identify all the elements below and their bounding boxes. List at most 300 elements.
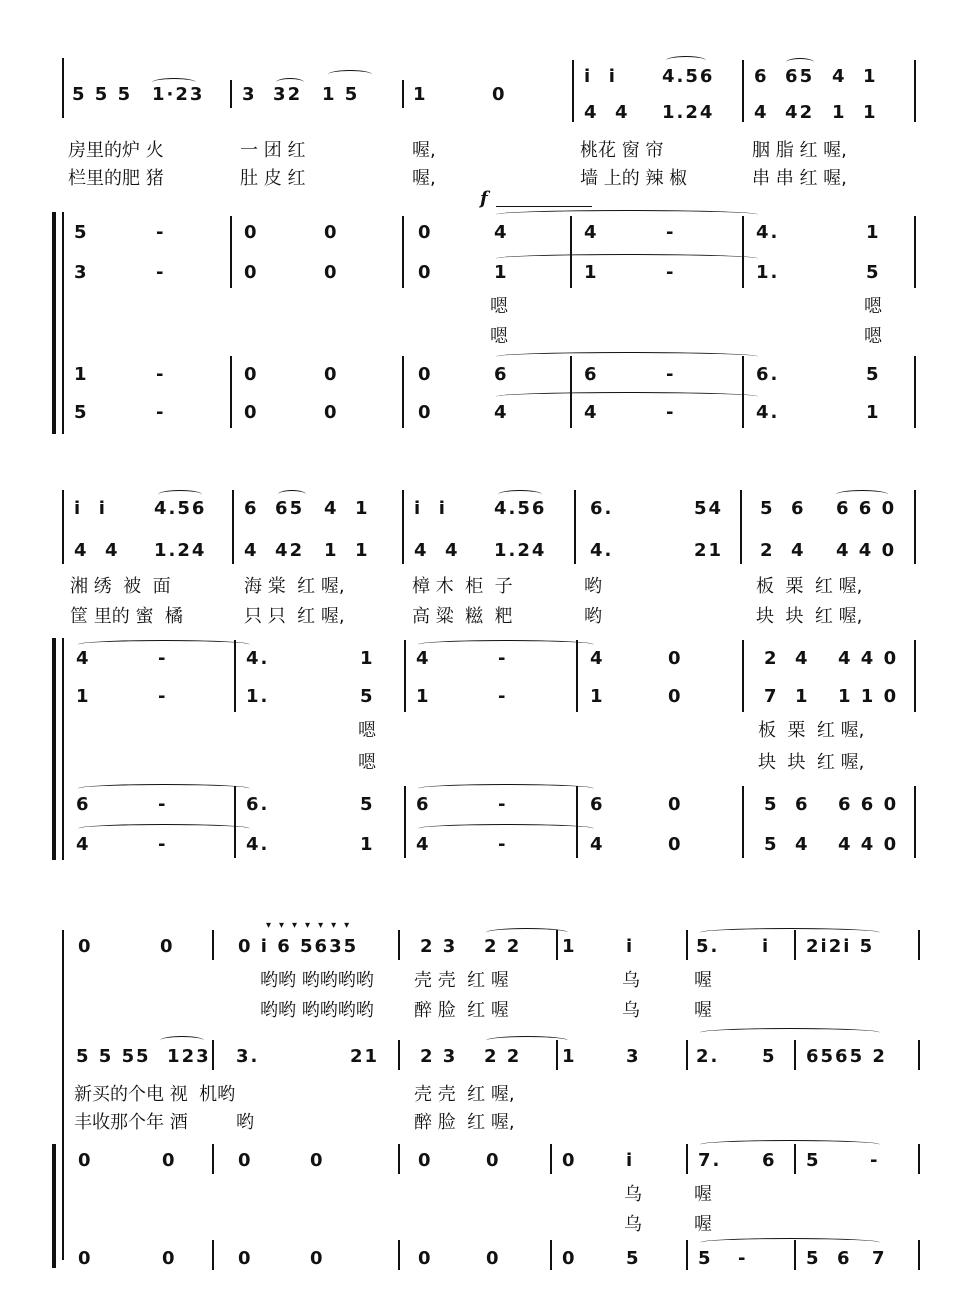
tie [496,352,758,361]
note: 1 [494,262,509,283]
note: - [156,364,166,385]
note: 0 [668,686,683,707]
lyric: 湘 绣 被 面 [70,576,171,597]
note: 4.56 [662,66,715,87]
note: - [870,1150,880,1171]
barline [576,640,578,712]
barline [794,1144,796,1174]
note: 7. [698,1150,722,1171]
note: i [626,936,635,957]
note: - [666,262,676,283]
note: 6 [590,794,605,815]
barline [574,490,576,564]
note: 4 [76,648,91,669]
barline [398,930,400,960]
note: 4 4 0 [838,834,899,855]
note: - [156,262,166,283]
note: 0 [418,1150,433,1171]
note: 1. [246,686,270,707]
note: - [666,222,676,243]
note: 4 [494,402,509,423]
note: 3. [236,1046,260,1067]
barline [550,1240,552,1270]
lyric: 喔 [694,1000,712,1021]
lyric: 喔, [412,168,436,189]
tie [78,784,250,793]
note: 5 [762,1046,777,1067]
note: 4.56 [154,498,207,519]
hum-lyrics-2 [0,748,969,778]
note: 4 4 [414,540,460,561]
slur [836,490,888,499]
note: 0 [310,1150,325,1171]
note: 6565 2 [806,1046,887,1067]
lyric: 乌 [624,1184,642,1205]
lyric: 筐 里的 蜜 橘 [70,606,183,627]
note: - [666,364,676,385]
note: 2 4 [760,540,806,561]
note: 0 [162,1248,177,1269]
note: 6 [584,364,599,385]
note: 4.56 [494,498,547,519]
note: 6. [756,364,780,385]
melody-line-b [0,102,969,136]
note: i [626,1150,635,1171]
lyric: 喔 [694,1184,712,1205]
note: 1 [360,834,375,855]
lyric: 只 只 红 喔, [244,606,345,627]
barline [794,930,796,960]
note: 5 5 5 [76,1046,137,1067]
barline [398,1040,400,1070]
lyric: 板 栗 红 喔, [758,720,865,741]
note: 5 5 5 [72,84,133,105]
note: 1 [562,1046,577,1067]
note: - [156,402,166,423]
note: 1 [584,262,599,283]
barline [232,490,234,564]
hum-lyrics-2 [0,1210,969,1240]
slur [786,58,814,67]
tie [496,254,758,263]
note: 5 [360,686,375,707]
lyric: 醉 脸 红 喔 [414,1000,509,1021]
barline [230,216,232,288]
barline [556,1040,558,1070]
barline [686,1144,688,1174]
barline [918,930,920,960]
barline [914,60,916,122]
note: 0 [244,364,259,385]
note: 4 42 [244,540,305,561]
note: 0 [78,936,93,957]
melody-line-b [0,1046,969,1080]
lyric: 块 块 红 喔, [758,752,865,773]
note: 1 [74,364,89,385]
note: i i [414,498,447,519]
note: 1 [416,686,431,707]
barline [918,1040,920,1070]
note: - [738,1248,748,1269]
note: 5 6 [764,794,810,815]
lyrics-lower-1 [0,1080,969,1110]
barline [742,640,744,712]
melody-line-b [0,540,969,574]
slur [158,490,202,499]
note: - [158,794,168,815]
note: 0 [238,1150,253,1171]
tie [496,392,758,401]
note: 4 4 [584,102,630,123]
note: 1 1 [324,540,370,561]
note: - [498,834,508,855]
barline [404,786,406,858]
accent-marks: ▾▾▾▾▾▾▾ [266,920,358,931]
voice-3 [0,794,969,828]
note: 0 [78,1150,93,1171]
slur [278,490,306,499]
barline [918,1240,920,1270]
note: 4 [590,834,605,855]
note: 6 65 [754,66,815,87]
note: 4. [756,402,780,423]
lyric: 乌 [624,1214,642,1235]
slur [700,1028,880,1037]
note: 21 [350,1046,380,1067]
note: 4 4 0 [836,540,897,561]
barline [576,786,578,858]
tie [418,640,594,649]
lyric: 房里的炉 火 [68,140,164,161]
barline [402,490,404,564]
melody-line-a [0,936,969,970]
note: 2 3 [420,936,458,957]
barline [398,1144,400,1174]
note: i i [584,66,617,87]
lyrics-verse-2 [0,602,969,632]
note: 0 [418,262,433,283]
lyric: 嗯 [490,326,508,347]
lyric: 哟 [584,606,602,627]
lyric: 哟哟 哟哟哟哟 [260,970,374,991]
note: - [498,794,508,815]
lyric: 桃花 窗 帘 [580,140,664,161]
slur [666,56,706,65]
note: 0 [486,1150,501,1171]
note: 5. [696,936,720,957]
lyrics-verse-1 [0,136,969,166]
note: 0 [418,222,433,243]
tie [78,640,250,649]
note: 2i2i 5 [806,936,875,957]
slur [160,1036,204,1045]
hum-lyrics-1 [0,1180,969,1210]
barline [234,640,236,712]
note: 0 i 6 5635 [238,936,359,957]
note: 0 [310,1248,325,1269]
note: 0 [162,1150,177,1171]
voice-2 [0,686,969,720]
note: 2 2 [484,936,522,957]
lyrics-verse-1 [0,572,969,602]
lyric: 新买的个电 视 机哟 [74,1084,236,1105]
note: 5 123 [136,1046,211,1067]
barline [402,216,404,288]
barline [742,216,744,288]
barline [918,1144,920,1174]
barline [402,356,404,428]
lyric: 胭 脂 红 喔, [752,140,847,161]
lyric: 喔, [412,140,436,161]
lyric: 块 块 红 喔, [756,606,863,627]
lyric: 高 粱 糍 粑 [412,606,513,627]
barline [212,930,214,960]
crescendo [496,206,592,209]
lyric: 喔 [694,970,712,991]
lyric: 壳 壳 红 喔, [414,1084,515,1105]
note: 3 32 [242,84,303,105]
note: 1.24 [154,540,207,561]
barline [914,640,916,712]
tie [78,824,250,833]
lyric: 海 棠 红 喔, [244,576,345,597]
note: 1 1 [832,102,878,123]
lyric: 樟 木 柜 子 [412,576,513,597]
note: 4. [246,648,270,669]
lyric: 嗯 [864,326,882,347]
note: - [158,834,168,855]
note: 0 [244,262,259,283]
note: 0 [324,222,339,243]
note: 0 [668,648,683,669]
note: 0 [324,402,339,423]
note: 6 [76,794,91,815]
slur [498,490,542,499]
note: 0 [486,1248,501,1269]
voice-1 [0,222,969,256]
note: 0 [492,84,507,105]
note: 0 [244,402,259,423]
barline [794,1040,796,1070]
lyric: 嗯 [864,296,882,317]
tie [700,1238,880,1247]
note: 1 [413,84,428,105]
barline [570,216,572,288]
note: 0 [418,402,433,423]
barline [686,1040,688,1070]
lyric: 哟哟 哟哟哟哟 [260,1000,374,1021]
voice-2 [0,262,969,296]
note: 1. [756,262,780,283]
barline [914,786,916,858]
lyric: 串 串 红 喔, [752,168,847,189]
note: 4. [756,222,780,243]
note: 2 3 [420,1046,458,1067]
lyric: 嗯 [358,720,376,741]
note: 5 [866,262,881,283]
lyric: 墙 上的 辣 椒 [580,168,688,189]
note: 0 [418,1248,433,1269]
melody-line-a [0,498,969,532]
lyrics-upper-2 [0,996,969,1026]
barline [404,640,406,712]
lyric: 乌 [622,970,640,991]
lyric: 栏里的肥 猪 [68,168,164,189]
lyric: 醉 脸 红 喔, [414,1112,515,1133]
note: 2 4 [764,648,810,669]
note: 4 1 [324,498,370,519]
note: 0 [78,1248,93,1269]
note: 5 [698,1248,713,1269]
voice-1 [0,648,969,682]
dynamic-marking: f [480,188,488,209]
barline [742,60,744,122]
barline [398,1240,400,1270]
barline [742,786,744,858]
note: 4 [584,222,599,243]
note: 0 [562,1248,577,1269]
voice-4 [0,1248,969,1282]
note: 5 4 [764,834,810,855]
note: 1 5 [322,84,360,105]
note: 0 [238,1248,253,1269]
note: 5 [74,222,89,243]
note: 6 [494,364,509,385]
lyric: 一 团 红 [240,140,306,161]
slur [700,928,880,937]
note: 6 6 0 [838,794,899,815]
note: 0 [562,1150,577,1171]
note: 0 [668,834,683,855]
barline [686,930,688,960]
note: 1 [360,648,375,669]
lyric: 哟 [584,576,602,597]
note: 2. [696,1046,720,1067]
note: - [158,686,168,707]
note: 3 [626,1046,641,1067]
note: 6 [762,1150,777,1171]
note: 1 1 0 [838,686,899,707]
barline [556,930,558,960]
tie [418,824,594,833]
hum-lyrics-2 [0,322,969,352]
note: 1.24 [494,540,547,561]
melody-line-a-upper [0,66,969,100]
note: 1.24 [662,102,715,123]
note: 5 6 [806,1248,852,1269]
note: - [156,222,166,243]
note: - [158,648,168,669]
barline [570,356,572,428]
barline [794,1240,796,1270]
note: 4 4 0 [838,648,899,669]
barline [914,216,916,288]
note: 3 [74,262,89,283]
tie [418,784,594,793]
note: 1 [562,936,577,957]
note: 6. [590,498,614,519]
note: 4 [416,834,431,855]
lyric: 壳 壳 红 喔 [414,970,509,991]
note: 1 [590,686,605,707]
barline [686,1240,688,1270]
barline [230,356,232,428]
hum-lyrics-1 [0,716,969,746]
barline [234,786,236,858]
lyric: 嗯 [358,752,376,773]
note: 1·23 [152,84,205,105]
note: - [498,686,508,707]
note: 5 [626,1248,641,1269]
voice-4 [0,402,969,436]
note: 6 6 0 [836,498,897,519]
hum-lyrics-1 [0,292,969,322]
note: 4 42 [754,102,815,123]
note: 4 [590,648,605,669]
note: i i [74,498,107,519]
note: 4 [76,834,91,855]
note: 7 [872,1248,887,1269]
note: 4 1 [832,66,878,87]
lyric: 肚 皮 红 [240,168,306,189]
note: 4 4 [74,540,120,561]
note: 5 [806,1150,821,1171]
barline [212,1144,214,1174]
lyric: 丰收那个年 酒 [74,1112,188,1133]
note: 4 [584,402,599,423]
barline [914,356,916,428]
lyrics-lower-2 [0,1108,969,1138]
note: 0 [324,262,339,283]
note: 4 [416,648,431,669]
note: 4. [590,540,614,561]
lyrics-upper-1 [0,966,969,996]
tie [496,210,758,219]
note: 4 [494,222,509,243]
note: 0 [418,364,433,385]
note: 0 [160,936,175,957]
barline [212,1240,214,1270]
note: 1 [866,402,881,423]
voice-3 [0,364,969,398]
slur [700,1140,880,1149]
note: 6. [246,794,270,815]
note: - [666,402,676,423]
lyric: 乌 [622,1000,640,1021]
note: 5 6 [760,498,806,519]
voice-4 [0,834,969,868]
barline [212,1040,214,1070]
barline [550,1144,552,1174]
note: 2 2 [484,1046,522,1067]
note: 0 [668,794,683,815]
barline [742,356,744,428]
barline [740,490,742,564]
note: 6 [416,794,431,815]
barline [914,490,916,564]
lyric: 嗯 [490,296,508,317]
voice-1 [0,1150,969,1184]
note: 5 [74,402,89,423]
note: 6 65 [244,498,305,519]
note: 5 [360,794,375,815]
note: 7 1 [764,686,810,707]
lyric: 喔 [694,1214,712,1235]
note: i [762,936,771,957]
lyric: 哟 [236,1112,254,1133]
note: 54 [694,498,724,519]
note: 1 [76,686,91,707]
